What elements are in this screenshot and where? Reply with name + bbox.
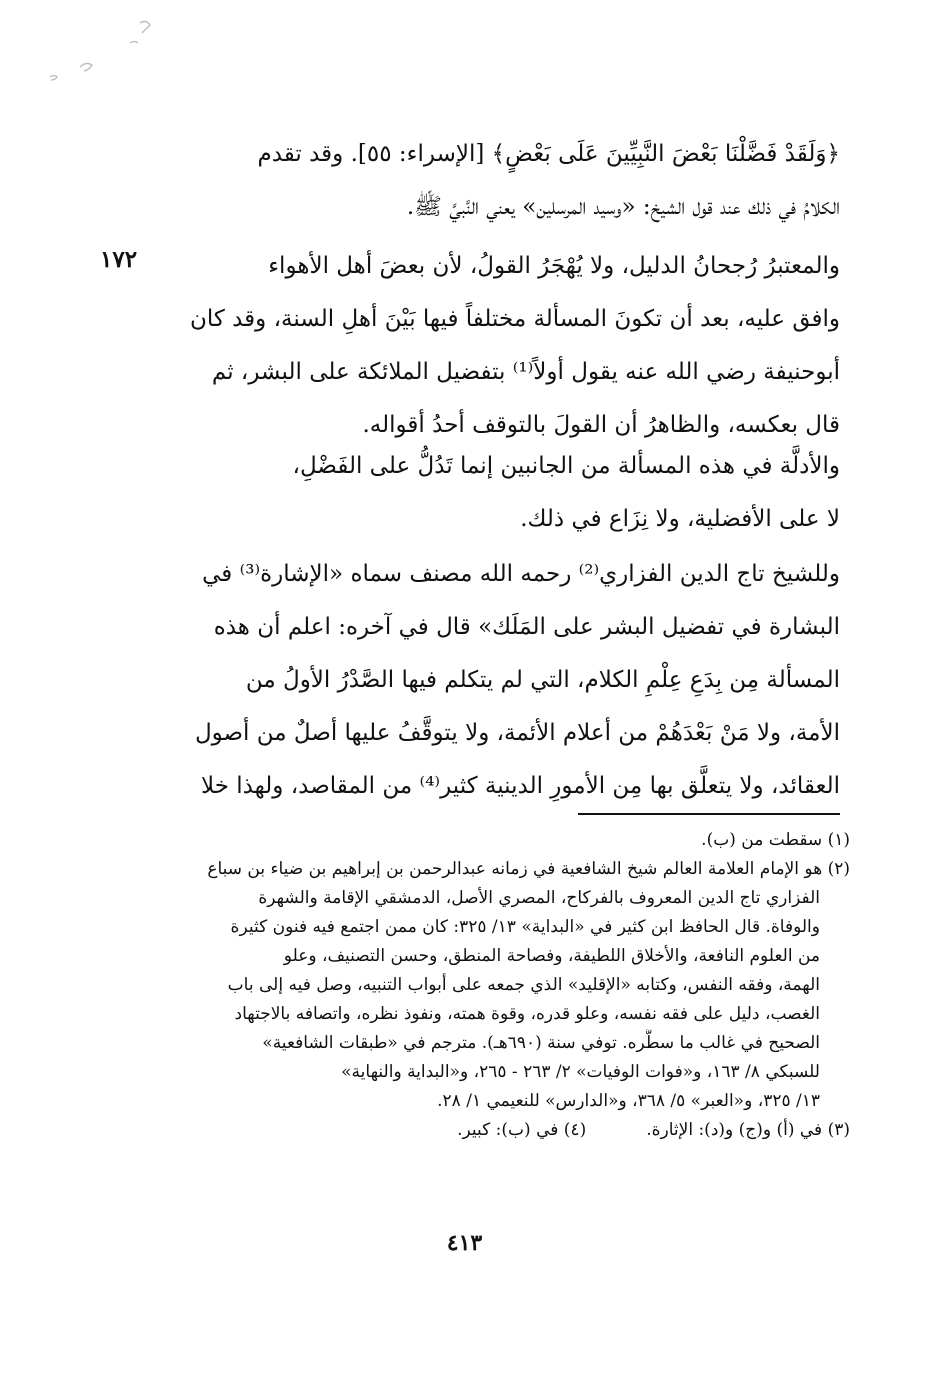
footnote-3: (٣) في (أ) و(ج) و(د): الإثارة. [646,1120,850,1140]
footnote-2-line: والوفاة. قال الحافظ ابن كثير في «البداية» ١٣/ ٣٢٥: كان ممن اجتمع فيه فنون كثيرة [230,917,820,937]
footnote-2-line: الصحيح في غالب ما سطَّره. توفي سنة (٦٩٠هـ). مترجم في «طبقات الشافعية» [262,1033,820,1053]
footnote-2-line: من العلوم النافعة، والأخلاق اللطيفة، وفصاحة المنطق، وحسن التصنيف، وعلو [283,946,820,966]
text-line: المسألة مِن بِدَعِ عِلْمِ الكلام، التي لم يتكلم فيها الصَّدْرُ الأولُ من [245,667,840,693]
text-line: والمعتبرُ رُجحانُ الدليل، ولا يُهْجَرُ القولُ، لأن بعضَ أهل الأهواء [268,253,840,279]
footnote-2-line: للسبكي ٨/ ١٦٣، و«فوات الوفيات» ٢/ ٢٦٣ - ٢٦٥، و«البداية والنهاية» [341,1062,820,1082]
text-line: أبوحنيفة رضي الله عنه يقول أولاً⁽¹⁾ بتفضيل الملائكة على البشر، ثم [211,359,840,385]
footnote-4: (٤) في (ب): كبير. [457,1120,587,1140]
text-line: وافق عليه، بعد أن تكونَ المسألة مختلفاً فيها بَيْنَ أهلِ السنة، وقد كان [189,306,840,332]
paragraph-2 [160,240,840,452]
page-number: ٤١٣ [446,1230,483,1256]
text-line: البشارة في تفضيل البشر على المَلَك» قال في آخره: اعلم أن هذه [213,614,840,640]
paragraph-1 [160,128,840,234]
text-line: الأمة، ولا مَنْ بَعْدَهُمْ من أعلام الأئمة، ولا يتوقَّفُ عليها أصلٌ من أصول [194,720,840,746]
footnote-2-line: (٢) هو الإمام العلامة العالم شيخ الشافعية في زمانه عبدالرحمن بن إبراهيم بن ضياء بن سباع [207,859,850,879]
text-line: قال بعكسه، والظاهرُ أن القولَ بالتوقف أحدُ أقواله. [362,412,840,438]
text-line: الكلامُ في ذلك عند قول الشيخ: «وسيد المرسلين» يعني النَّبيَّ ﷺ. [406,194,840,220]
footnote-2-line: الغصب، دليل على فقه نفسه، وعلو قدره، وقوة همته، ونفوذ نظره، واتصافه بالاجتهاد [234,1004,820,1024]
footnote-2-line: الهمة، وفقه النفس، وكتابه «الإقليد» الذي جمعه على أبواب التنبيه، وصل فيه إلى باب [227,975,820,995]
text-line: لا على الأفضلية، ولا نِزَاع في ذلك. [520,506,840,532]
footnote-1: (١) سقطت من (ب). [701,830,850,850]
pencil-marks-icon [20,15,170,85]
text-line: والأدلَّة في هذه المسألة من الجانبين إنما تَدُلُّ على الفَضْلِ، [292,453,840,479]
footnotes [160,826,850,1145]
text-line: ﴿وَلَقَدْ فَضَّلْنَا بَعْضَ النَّبِيِّينَ عَلَى بَعْضٍ﴾ [الإسراء: ٥٥]. وقد تقدم [257,141,840,167]
footnote-2-line: ١٣/ ٣٢٥، و«العبر» ٥/ ٣٦٨، و«الدارس» للنعيمي ١/ ٢٨. [437,1091,820,1111]
footnote-separator [578,813,840,815]
paragraph-3 [160,440,840,546]
footnote-2-line: الفزاري تاج الدين المعروف بالفركاح، المصري الأصل، الدمشقي الإقامة والشهرة [258,888,820,908]
text-line: العقائد، ولا يتعلَّق بها مِن الأمورِ الدينية كثير⁽⁴⁾ من المقاصد، ولهذا خلا [200,773,840,799]
footnotes-3-4-row [160,1116,850,1145]
text-line: وللشيخ تاج الدين الفزاري⁽²⁾ رحمه الله مصنف سماه «الإشارة⁽³⁾ في [202,561,840,587]
margin-number: ١٧٢ [100,246,138,273]
paragraph-4 [160,548,840,813]
